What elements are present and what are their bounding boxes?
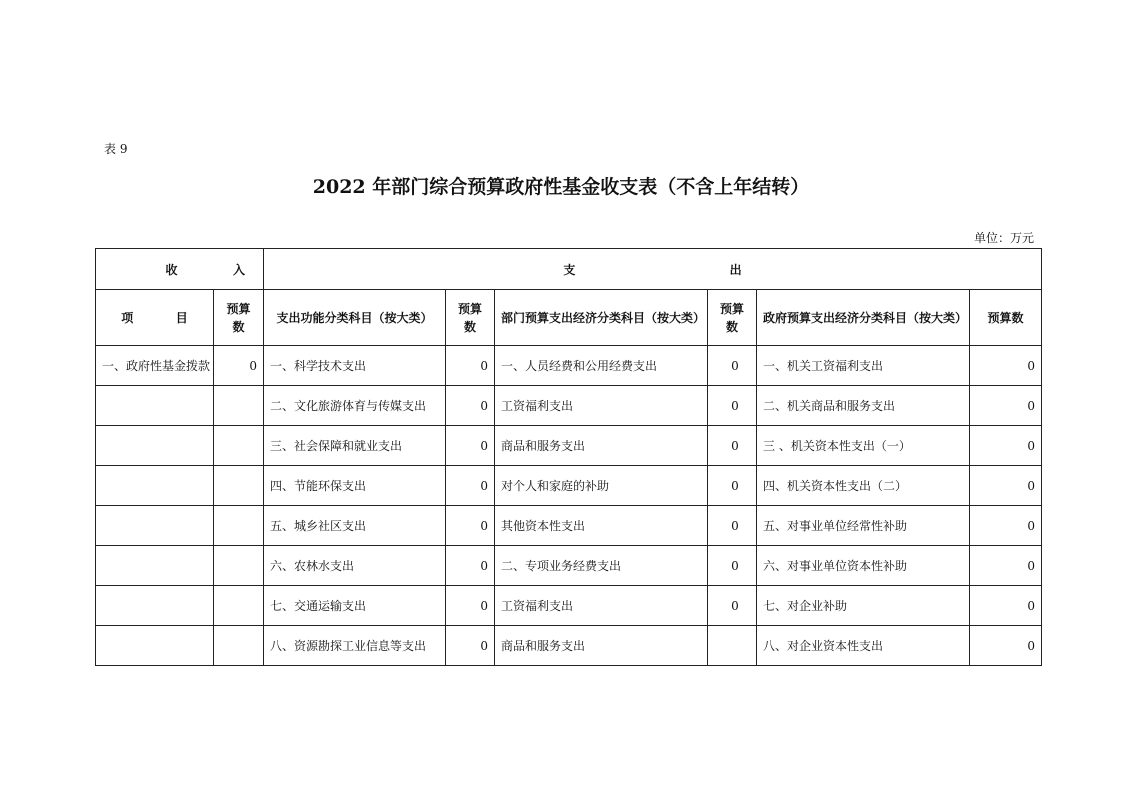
dept-amount-cell: 0 — [708, 346, 757, 386]
func-amount-cell: 0 — [446, 546, 495, 586]
income-amount-cell — [214, 426, 264, 466]
table-row — [96, 506, 1042, 546]
col-header-func-budget — [446, 290, 495, 346]
dept-amount-cell: 0 — [708, 546, 757, 586]
income-amount-cell: 0 — [214, 346, 264, 386]
col-header-income-budget-line2: 数 — [232, 319, 245, 334]
col-header-item — [96, 290, 214, 346]
income-amount-cell — [214, 546, 264, 586]
budget-table — [95, 248, 1042, 666]
dept-amount-cell: 0 — [708, 466, 757, 506]
income-header-char-2: 入 — [232, 262, 245, 277]
func-item-cell: 七、交通运输支出 — [264, 586, 446, 626]
table-row — [96, 586, 1042, 626]
func-item-cell: 四、节能环保支出 — [264, 466, 446, 506]
col-header-gov: 政府预算支出经济分类科目（按大类） — [757, 290, 970, 346]
col-header-dept-budget — [708, 290, 757, 346]
expense-header-char-2: 出 — [729, 262, 742, 277]
col-header-item-char-2: 目 — [175, 310, 188, 325]
dept-amount-cell — [708, 626, 757, 666]
col-header-func: 支出功能分类科目（按大类） — [264, 290, 446, 346]
document-title: 2022 年部门综合预算政府性基金收支表（不含上年结转） — [312, 176, 810, 198]
gov-amount-cell: 0 — [970, 386, 1042, 426]
income-amount-cell — [214, 506, 264, 546]
gov-amount-cell: 0 — [970, 346, 1042, 386]
dept-amount-cell: 0 — [708, 586, 757, 626]
gov-item-cell: 五、对事业单位经常性补助 — [757, 506, 970, 546]
gov-amount-cell: 0 — [970, 466, 1042, 506]
dept-item-cell: 对个人和家庭的补助 — [495, 466, 708, 506]
gov-amount-cell: 0 — [970, 546, 1042, 586]
col-header-income-budget — [214, 290, 264, 346]
gov-item-cell: 三 、机关资本性支出（一） — [757, 426, 970, 466]
gov-amount-cell: 0 — [970, 506, 1042, 546]
col-header-func-budget-line1: 预算 — [457, 301, 482, 316]
income-item-cell — [96, 426, 214, 466]
income-item-cell: 一、政府性基金拨款 — [96, 346, 214, 386]
col-header-gov-budget: 预算数 — [970, 290, 1042, 346]
table-row — [96, 346, 1042, 386]
expense-header-char-1: 支 — [563, 262, 576, 277]
col-header-dept-budget-line1: 预算 — [719, 301, 744, 316]
gov-amount-cell: 0 — [970, 586, 1042, 626]
func-amount-cell: 0 — [446, 426, 495, 466]
gov-item-cell: 六、对事业单位资本性补助 — [757, 546, 970, 586]
func-item-cell: 三、社会保障和就业支出 — [264, 426, 446, 466]
func-amount-cell: 0 — [446, 626, 495, 666]
col-header-item-char-1: 项 — [121, 310, 134, 325]
table-column-header-row — [96, 290, 1042, 346]
col-header-dept-budget-line2: 数 — [725, 319, 738, 334]
func-item-cell: 二、文化旅游体育与传媒支出 — [264, 386, 446, 426]
dept-item-cell: 其他资本性支出 — [495, 506, 708, 546]
income-amount-cell — [214, 586, 264, 626]
func-amount-cell: 0 — [446, 506, 495, 546]
income-item-cell — [96, 626, 214, 666]
dept-item-cell: 工资福利支出 — [495, 386, 708, 426]
dept-item-cell: 二、专项业务经费支出 — [495, 546, 708, 586]
gov-amount-cell: 0 — [970, 626, 1042, 666]
table-row — [96, 426, 1042, 466]
income-item-cell — [96, 386, 214, 426]
func-item-cell: 六、农林水支出 — [264, 546, 446, 586]
table-group-header-row — [96, 249, 1042, 290]
table-body — [96, 346, 1042, 666]
income-amount-cell — [214, 626, 264, 666]
dept-amount-cell: 0 — [708, 386, 757, 426]
income-item-cell — [96, 546, 214, 586]
func-amount-cell: 0 — [446, 386, 495, 426]
dept-amount-cell: 0 — [708, 506, 757, 546]
table-row — [96, 546, 1042, 586]
col-header-func-budget-line2: 数 — [463, 319, 476, 334]
col-header-dept: 部门预算支出经济分类科目（按大类） — [495, 290, 708, 346]
func-amount-cell: 0 — [446, 466, 495, 506]
income-item-cell — [96, 466, 214, 506]
gov-item-cell: 四、机关资本性支出（二） — [757, 466, 970, 506]
func-item-cell: 一、科学技术支出 — [264, 346, 446, 386]
unit-note: 单位：万元 — [973, 231, 1034, 245]
gov-item-cell: 七、对企业补助 — [757, 586, 970, 626]
dept-item-cell: 商品和服务支出 — [495, 626, 708, 666]
gov-item-cell: 八、对企业资本性支出 — [757, 626, 970, 666]
table-row — [96, 386, 1042, 426]
income-item-cell — [96, 586, 214, 626]
col-header-income-budget-line1: 预算 — [226, 301, 251, 316]
func-item-cell: 八、资源勘探工业信息等支出 — [264, 626, 446, 666]
func-item-cell: 五、城乡社区支出 — [264, 506, 446, 546]
dept-amount-cell: 0 — [708, 426, 757, 466]
dept-item-cell: 一、人员经费和公用经费支出 — [495, 346, 708, 386]
gov-item-cell: 一、机关工资福利支出 — [757, 346, 970, 386]
func-amount-cell: 0 — [446, 346, 495, 386]
income-header-char-1: 收 — [165, 262, 178, 277]
table-row — [96, 626, 1042, 666]
gov-item-cell: 二、机关商品和服务支出 — [757, 386, 970, 426]
income-amount-cell — [214, 466, 264, 506]
dept-item-cell: 工资福利支出 — [495, 586, 708, 626]
income-amount-cell — [214, 386, 264, 426]
expense-group-header — [264, 249, 1042, 290]
income-item-cell — [96, 506, 214, 546]
dept-item-cell: 商品和服务支出 — [495, 426, 708, 466]
gov-amount-cell: 0 — [970, 426, 1042, 466]
table-number-label: 表 9 — [104, 142, 128, 156]
table-row — [96, 466, 1042, 506]
income-group-header — [96, 249, 264, 290]
func-amount-cell: 0 — [446, 586, 495, 626]
